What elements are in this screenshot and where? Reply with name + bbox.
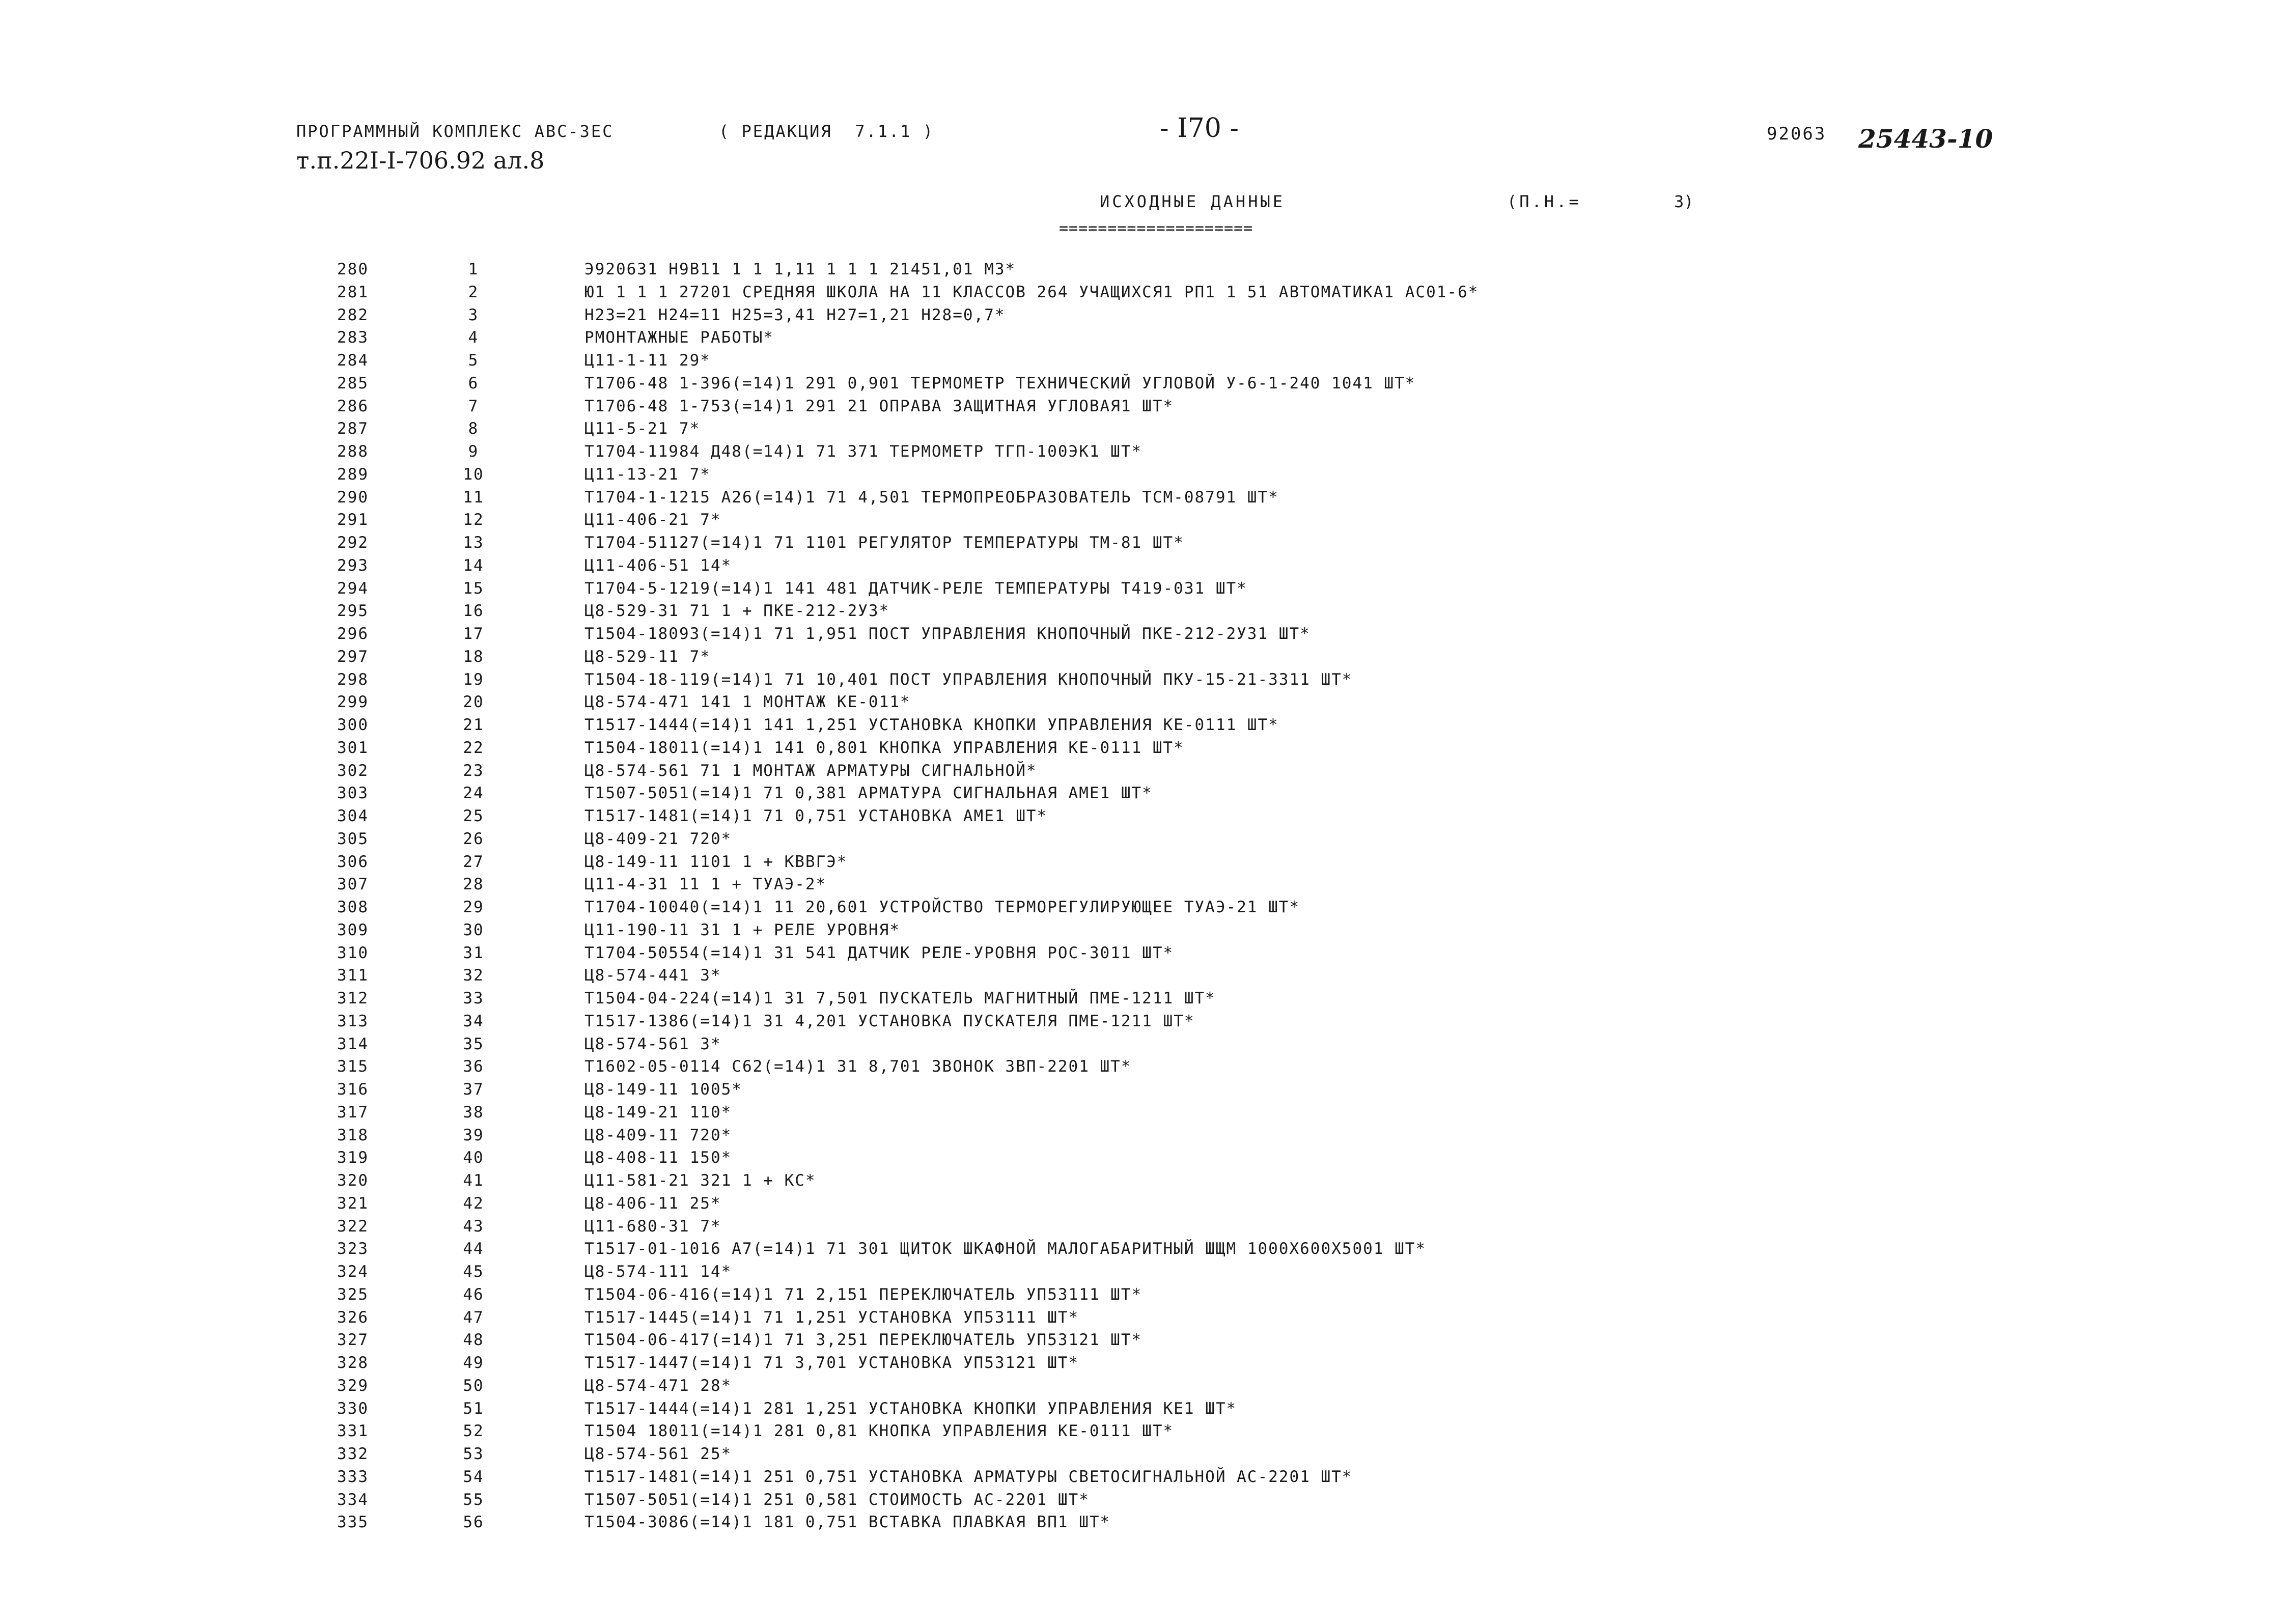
row-sequence-number: 332	[337, 1445, 369, 1463]
page-number: - I70 -	[1160, 113, 1239, 144]
row-sequence-number: 296	[337, 625, 369, 643]
row-sequence-number: 290	[337, 488, 369, 507]
row-record-text: Ц8-574-561 25*	[584, 1445, 732, 1463]
row-sequence-number: 284	[337, 351, 369, 370]
row-sequence-number: 328	[337, 1354, 369, 1372]
row-sequence-number: 320	[337, 1171, 369, 1190]
row-record-text: Ц11-190-11 31 1 + РЕЛЕ УРОВНЯ*	[584, 920, 900, 939]
row-record-text: Т1706-48 1-753(=14)1 291 21 ОПРАВА ЗАЩИТНАЯ УГЛОВАЯ1 ШТ*	[584, 397, 1174, 415]
listing-row	[0, 1332, 2285, 1355]
listing-row	[0, 1128, 2285, 1151]
row-sequence-number: 297	[337, 647, 369, 666]
row-sequence-number: 302	[337, 761, 369, 780]
row-sequence-number: 310	[337, 943, 369, 962]
listing-row	[0, 581, 2285, 604]
row-line-number: 16	[463, 602, 484, 621]
listing-row	[0, 945, 2285, 968]
listing-row	[0, 444, 2285, 467]
row-sequence-number: 305	[337, 829, 369, 848]
listing-row	[0, 1446, 2285, 1469]
row-sequence-number: 322	[337, 1217, 369, 1236]
row-sequence-number: 334	[337, 1490, 369, 1509]
row-sequence-number: 316	[337, 1080, 369, 1099]
row-record-text: Ц11-1-11 29*	[584, 351, 711, 370]
row-sequence-number: 309	[337, 920, 369, 939]
row-sequence-number: 311	[337, 966, 369, 985]
section-title: ИСХОДНЫЕ ДАННЫЕ	[1100, 192, 1285, 211]
listing-row	[0, 1034, 2285, 1059]
row-sequence-number: 331	[337, 1422, 369, 1441]
row-sequence-number: 283	[337, 328, 369, 347]
row-line-number: 41	[463, 1171, 484, 1190]
listing-row	[0, 1287, 2285, 1310]
row-line-number: 52	[463, 1422, 484, 1441]
row-line-number: 11	[463, 488, 484, 507]
listing-row	[0, 1150, 2285, 1173]
row-record-text: Т1704-10040(=14)1 11 20,601 УСТРОЙСТВО ТЕРМОРЕГУЛИРУЮЩЕЕ ТУАЭ-21 ШТ*	[584, 898, 1300, 916]
row-line-number: 1	[468, 260, 479, 278]
row-sequence-number: 330	[337, 1399, 369, 1418]
row-record-text: Т1704-50554(=14)1 31 541 ДАТЧИК РЕЛЕ-УРОВНЯ РОС-3011 ШТ*	[584, 943, 1174, 962]
row-sequence-number: 326	[337, 1308, 369, 1327]
row-line-number: 42	[463, 1194, 484, 1213]
row-line-number: 12	[463, 511, 484, 529]
listing-row	[0, 1355, 2285, 1378]
row-record-text: Т1517-01-1016 А7(=14)1 71 301 ЩИТОК ШКАФНОЙ МАЛОГАБАРИТНЫЙ ШЩМ 1000Х600Х5001 ШТ*	[584, 1240, 1427, 1258]
row-sequence-number: 281	[337, 283, 369, 301]
row-record-text: Т1504-18-119(=14)1 71 10,401 ПОСТ УПРАВЛЕНИЯ КНОПОЧНЫЙ ПКУ-15-21-3311 ШТ*	[584, 670, 1353, 689]
row-sequence-number: 308	[337, 898, 369, 916]
row-record-text: Э920631 Н9В11 1 1 1,11 1 1 1 21451,01 М3*	[584, 260, 1016, 278]
listing-row	[0, 900, 2285, 922]
row-record-text: Т1504-3086(=14)1 181 0,751 ВСТАВКА ПЛАВКАЯ ВП1 ШТ*	[584, 1513, 1111, 1532]
row-line-number: 40	[463, 1149, 484, 1167]
listing-row	[0, 1378, 2285, 1401]
row-sequence-number: 312	[337, 989, 369, 1007]
row-record-text: Т1517-1447(=14)1 71 3,701 УСТАНОВКА УП53121 ШТ*	[584, 1354, 1079, 1372]
row-line-number: 43	[463, 1217, 484, 1236]
row-record-text: Ц11-13-21 7*	[584, 465, 711, 484]
row-sequence-number: 307	[337, 875, 369, 894]
row-record-text: Ц8-529-11 7*	[584, 647, 711, 666]
row-sequence-number: 315	[337, 1057, 369, 1076]
listing-row	[0, 262, 2285, 285]
row-line-number: 32	[463, 966, 484, 985]
row-line-number: 24	[463, 784, 484, 803]
listing-row	[0, 376, 2285, 399]
edition-label: ( РЕДАКЦИЯ 7.1.1 )	[719, 122, 935, 141]
listing-row	[0, 558, 2285, 581]
listing-row	[0, 877, 2285, 900]
row-line-number: 8	[468, 419, 479, 438]
row-line-number: 25	[463, 807, 484, 825]
listing-row	[0, 1310, 2285, 1333]
row-record-text: Ц8-574-561 3*	[584, 1034, 721, 1053]
section-param-label: (П.Н.=	[1507, 192, 1581, 211]
listing-row	[0, 922, 2285, 945]
row-line-number: 56	[463, 1513, 484, 1532]
row-line-number: 34	[463, 1012, 484, 1030]
row-record-text: Т1704-5-1219(=14)1 141 481 ДАТЧИК-РЕЛЕ ТЕМПЕРАТУРЫ Т419-031 ШТ*	[584, 579, 1247, 598]
row-sequence-number: 317	[337, 1103, 369, 1122]
row-sequence-number: 294	[337, 579, 369, 598]
listing-row	[0, 808, 2285, 831]
row-record-text: Ц11-581-21 321 1 + КС*	[584, 1171, 816, 1190]
row-line-number: 50	[463, 1376, 484, 1395]
row-record-text: Ю1 1 1 1 27201 СРЕДНЯЯ ШКОЛА НА 11 КЛАССОВ 264 УЧАЩИХСЯ1 РП1 1 51 АВТОМАТИКА1 АС01-6*	[584, 283, 1479, 301]
row-sequence-number: 292	[337, 534, 369, 552]
listing-row	[0, 831, 2285, 854]
listing-row	[0, 1059, 2285, 1082]
row-line-number: 27	[463, 852, 484, 871]
row-record-text: Т1517-1444(=14)1 141 1,251 УСТАНОВКА КНОПКИ УПРАВЛЕНИЯ КЕ-0111 ШТ*	[584, 716, 1279, 734]
row-line-number: 5	[468, 351, 479, 370]
row-line-number: 20	[463, 693, 484, 712]
row-record-text: Ц8-574-111 14*	[584, 1263, 732, 1281]
listing-row	[0, 740, 2285, 763]
row-line-number: 51	[463, 1399, 484, 1418]
listing-row	[0, 626, 2285, 649]
row-record-text: Ц8-409-21 720*	[584, 829, 732, 848]
row-sequence-number: 314	[337, 1034, 369, 1053]
row-sequence-number: 293	[337, 556, 369, 575]
listing-row	[0, 512, 2285, 535]
row-sequence-number: 321	[337, 1194, 369, 1213]
row-line-number: 37	[463, 1080, 484, 1099]
row-record-text: Т1704-1-1215 А26(=14)1 71 4,501 ТЕРМОПРЕОБРАЗОВАТЕЛЬ ТСМ-08791 ШТ*	[584, 488, 1279, 507]
listing-row	[0, 1219, 2285, 1242]
row-sequence-number: 289	[337, 465, 369, 484]
row-line-number: 13	[463, 534, 484, 552]
row-line-number: 4	[468, 328, 479, 347]
row-line-number: 3	[468, 305, 479, 324]
row-record-text: Ц8-574-441 3*	[584, 966, 721, 985]
row-record-text: Т1504-04-224(=14)1 31 7,501 ПУСКАТЕЛЬ МАГНИТНЫЙ ПМЕ-1211 ШТ*	[584, 989, 1216, 1007]
listing-row	[0, 968, 2285, 991]
listing-row	[0, 399, 2285, 422]
row-sequence-number: 286	[337, 397, 369, 415]
listing-row	[0, 535, 2285, 558]
row-record-text: Ц8-149-11 1101 1 + КВВГЭ*	[584, 852, 848, 871]
row-line-number: 55	[463, 1490, 484, 1509]
row-sequence-number: 300	[337, 716, 369, 734]
listing-row	[0, 285, 2285, 307]
row-line-number: 33	[463, 989, 484, 1007]
row-line-number: 30	[463, 920, 484, 939]
row-record-text: Т1517-1481(=14)1 71 0,751 УСТАНОВКА АМЕ1 ШТ*	[584, 807, 1048, 825]
row-line-number: 28	[463, 875, 484, 894]
row-record-text: Т1504-06-416(=14)1 71 2,151 ПЕРЕКЛЮЧАТЕЛЬ УП53111 ШТ*	[584, 1285, 1142, 1304]
row-sequence-number: 329	[337, 1376, 369, 1395]
data-listing	[0, 262, 2285, 1537]
row-line-number: 36	[463, 1057, 484, 1076]
listing-row	[0, 991, 2285, 1014]
row-line-number: 35	[463, 1034, 484, 1053]
row-sequence-number: 282	[337, 305, 369, 324]
row-line-number: 10	[463, 465, 484, 484]
row-record-text: Т1517-1444(=14)1 281 1,251 УСТАНОВКА КНОПКИ УПРАВЛЕНИЯ КЕ1 ШТ*	[584, 1399, 1237, 1418]
row-record-text: Н23=21 Н24=11 Н25=3,41 Н27=1,21 Н28=0,7*	[584, 305, 1006, 324]
listing-row	[0, 1515, 2285, 1537]
row-sequence-number: 327	[337, 1331, 369, 1350]
row-record-text: Ц8-409-11 720*	[584, 1126, 732, 1144]
listing-row	[0, 353, 2285, 376]
row-line-number: 21	[463, 716, 484, 734]
row-line-number: 54	[463, 1467, 484, 1486]
project-code: т.п.22I-I-706.92 ал.8	[296, 147, 545, 174]
row-sequence-number: 319	[337, 1149, 369, 1167]
listing-row	[0, 1423, 2285, 1446]
section-param-value: 3)	[1674, 192, 1694, 211]
listing-row	[0, 330, 2285, 353]
row-sequence-number: 288	[337, 442, 369, 461]
listing-row	[0, 1492, 2285, 1515]
listing-row	[0, 490, 2285, 513]
row-sequence-number: 287	[337, 419, 369, 438]
row-sequence-number: 295	[337, 602, 369, 621]
row-record-text: Ц11-4-31 11 1 + ТУАЭ-2*	[584, 875, 827, 894]
row-record-text: Ц8-406-11 25*	[584, 1194, 721, 1213]
row-record-text: Т1504 18011(=14)1 281 0,81 КНОПКА УПРАВЛЕНИЯ КЕ-0111 ШТ*	[584, 1422, 1174, 1441]
row-record-text: Т1517-1445(=14)1 71 1,251 УСТАНОВКА УП53111 ШТ*	[584, 1308, 1079, 1327]
row-sequence-number: 306	[337, 852, 369, 871]
archive-number: 25443-10	[1858, 124, 1993, 154]
listing-row	[0, 421, 2285, 444]
row-sequence-number: 325	[337, 1285, 369, 1304]
row-line-number: 38	[463, 1103, 484, 1122]
listing-row	[0, 854, 2285, 877]
listing-row	[0, 649, 2285, 672]
row-sequence-number: 303	[337, 784, 369, 803]
listing-row	[0, 786, 2285, 808]
row-record-text: Ц8-574-471 28*	[584, 1376, 732, 1395]
row-record-text: Ц11-406-21 7*	[584, 511, 721, 529]
row-record-text: Т1504-06-417(=14)1 71 3,251 ПЕРЕКЛЮЧАТЕЛЬ УП53121 ШТ*	[584, 1331, 1142, 1350]
row-sequence-number: 291	[337, 511, 369, 529]
row-line-number: 48	[463, 1331, 484, 1350]
listing-row	[0, 763, 2285, 786]
row-record-text: Ц8-574-471 141 1 МОНТАЖ КЕ-011*	[584, 693, 911, 712]
document-code: 92063	[1767, 124, 1827, 144]
row-sequence-number: 285	[337, 374, 369, 393]
row-sequence-number: 313	[337, 1012, 369, 1030]
row-sequence-number: 333	[337, 1467, 369, 1486]
listing-row	[0, 603, 2285, 626]
row-record-text: Т1507-5051(=14)1 71 0,381 АРМАТУРА СИГНАЛЬНАЯ АМЕ1 ШТ*	[584, 784, 1153, 803]
listing-row	[0, 717, 2285, 740]
row-sequence-number: 335	[337, 1513, 369, 1532]
row-sequence-number: 298	[337, 670, 369, 689]
title-underline: ====================	[1059, 219, 1253, 237]
listing-row	[0, 1401, 2285, 1424]
row-line-number: 31	[463, 943, 484, 962]
row-line-number: 46	[463, 1285, 484, 1304]
row-record-text: Ц11-680-31 7*	[584, 1217, 721, 1236]
row-record-text: Т1704-51127(=14)1 71 1101 РЕГУЛЯТОР ТЕМПЕРАТУРЫ ТМ-81 ШТ*	[584, 534, 1184, 552]
row-line-number: 53	[463, 1445, 484, 1463]
row-line-number: 19	[463, 670, 484, 689]
row-line-number: 6	[468, 374, 479, 393]
row-record-text: Ц8-149-21 110*	[584, 1103, 732, 1122]
row-line-number: 23	[463, 761, 484, 780]
row-line-number: 2	[468, 283, 479, 301]
row-record-text: Т1504-18093(=14)1 71 1,951 ПОСТ УПРАВЛЕНИЯ КНОПОЧНЫЙ ПКЕ-212-2У31 ШТ*	[584, 625, 1311, 643]
row-record-text: Ц8-149-11 1005*	[584, 1080, 742, 1099]
row-line-number: 49	[463, 1354, 484, 1372]
listing-row	[0, 1196, 2285, 1219]
row-line-number: 9	[468, 442, 479, 461]
row-record-text: Ц8-574-561 71 1 МОНТАЖ АРМАТУРЫ СИГНАЛЬНОЙ*	[584, 761, 1037, 780]
row-line-number: 47	[463, 1308, 484, 1327]
listing-row	[0, 307, 2285, 330]
row-line-number: 18	[463, 647, 484, 666]
row-line-number: 17	[463, 625, 484, 643]
row-line-number: 26	[463, 829, 484, 848]
row-sequence-number: 324	[337, 1263, 369, 1281]
row-record-text: Ц8-408-11 150*	[584, 1149, 732, 1167]
row-record-text: РМОНТАЖНЫЕ РАБОТЫ*	[584, 328, 774, 347]
row-record-text: Ц8-529-31 71 1 + ПКЕ-212-2У3*	[584, 602, 890, 621]
row-record-text: Т1704-11984 Д48(=14)1 71 371 ТЕРМОМЕТР ТГП-100ЭК1 ШТ*	[584, 442, 1142, 461]
row-sequence-number: 280	[337, 260, 369, 278]
row-record-text: Т1602-05-0114 С62(=14)1 31 8,701 ЗВОНОК ЗВП-2201 ШТ*	[584, 1057, 1132, 1076]
row-sequence-number: 299	[337, 693, 369, 712]
row-sequence-number: 301	[337, 738, 369, 757]
row-sequence-number: 323	[337, 1240, 369, 1258]
row-line-number: 39	[463, 1126, 484, 1144]
row-record-text: Т1517-1481(=14)1 251 0,751 УСТАНОВКА АРМАТУРЫ СВЕТОСИГНАЛЬНОЙ АС-2201 ШТ*	[584, 1467, 1353, 1486]
listing-row	[0, 1105, 2285, 1128]
row-record-text: Ц11-5-21 7*	[584, 419, 701, 438]
listing-row	[0, 694, 2285, 717]
row-sequence-number: 318	[337, 1126, 369, 1144]
row-line-number: 22	[463, 738, 484, 757]
row-line-number: 45	[463, 1263, 484, 1281]
listing-row	[0, 1082, 2285, 1105]
row-record-text: Т1507-5051(=14)1 251 0,581 СТОИМОСТЬ АС-2201 ШТ*	[584, 1490, 1090, 1509]
row-record-text: Т1706-48 1-396(=14)1 291 0,901 ТЕРМОМЕТР ТЕХНИЧЕСКИЙ УГЛОВОЙ У-6-1-240 1041 ШТ*	[584, 374, 1416, 393]
row-line-number: 44	[463, 1240, 484, 1258]
listing-row	[0, 1264, 2285, 1287]
listing-row	[0, 1469, 2285, 1492]
listing-row	[0, 1241, 2285, 1264]
listing-row	[0, 1014, 2285, 1037]
row-line-number: 15	[463, 579, 484, 598]
row-line-number: 29	[463, 898, 484, 916]
row-line-number: 7	[468, 397, 479, 415]
listing-row	[0, 467, 2285, 490]
row-record-text: Т1517-1386(=14)1 31 4,201 УСТАНОВКА ПУСКАТЕЛЯ ПМЕ-1211 ШТ*	[584, 1012, 1195, 1030]
row-record-text: Ц11-406-51 14*	[584, 556, 732, 575]
listing-row	[0, 672, 2285, 695]
row-record-text: Т1504-18011(=14)1 141 0,801 КНОПКА УПРАВЛЕНИЯ КЕ-0111 ШТ*	[584, 738, 1184, 757]
program-title: ПРОГРАММНЫЙ КОМПЛЕКС АВС-3ЕС	[296, 122, 614, 141]
listing-row	[0, 1173, 2285, 1196]
row-line-number: 14	[463, 556, 484, 575]
row-sequence-number: 304	[337, 807, 369, 825]
